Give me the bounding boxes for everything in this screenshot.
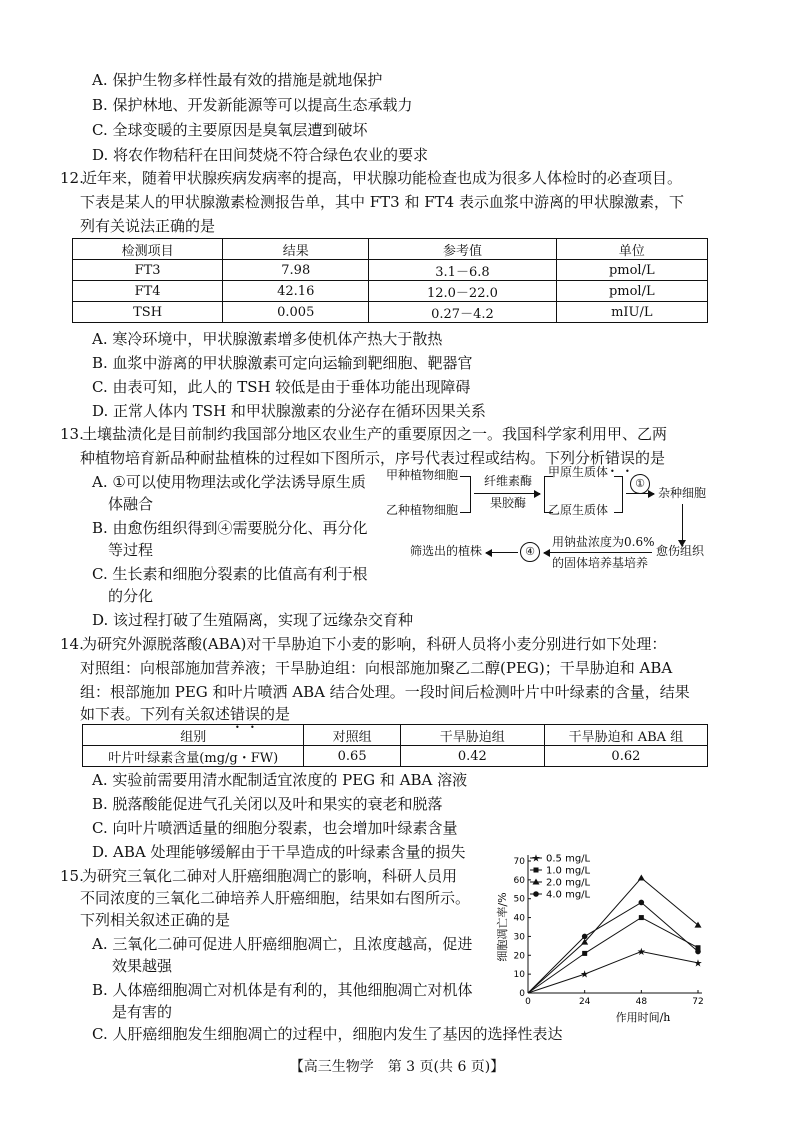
q13-option-a-2: 体融合: [108, 495, 154, 513]
data-point: [582, 934, 588, 940]
q11-option-d: D. 将农作物秸秆在田间焚烧不符合绿色农业的要求: [92, 146, 429, 164]
q15-stem-2: 不同浓度的三氧化二砷培养人肝癌细胞，结果如右图所示。: [80, 889, 471, 907]
q13-option-c-2: 的分化: [108, 587, 154, 605]
flow-bracket: [460, 476, 471, 513]
y-tick-label: 60: [513, 875, 525, 886]
table-cell: pmol/L: [556, 260, 707, 281]
table-header: 组别: [83, 725, 304, 746]
table-row: [73, 281, 708, 302]
q14-stem-1: 为研究外源脱落酸(ABA)对干旱胁迫下小麦的影响，科研人员将小麦分别进行如下处理：: [82, 635, 667, 653]
legend-label: 2.0 mg/L: [546, 877, 591, 889]
q12-stem-2: 下表是某人的甲状腺激素检测报告单，其中 FT3 和 FT4 表示血浆中游离的甲状腺激素，下: [80, 193, 684, 211]
data-point: ★: [693, 958, 703, 970]
emphasis-word: 错误: [230, 705, 261, 723]
table-cell: 7.98: [223, 260, 369, 281]
table-header: 检测项目: [73, 239, 223, 260]
flow-arrow: [544, 552, 652, 553]
y-tick-label: 0: [519, 989, 525, 999]
data-point: [639, 900, 645, 906]
legend-label: 1.0 mg/L: [546, 865, 591, 877]
q12-table: [72, 238, 708, 323]
q15-stem-1: 为研究三氧化二砷对人肝癌细胞凋亡的影响，科研人员用: [82, 867, 458, 885]
table-header: 干旱胁迫和 ABA 组: [544, 725, 707, 746]
q14-option-b: B. 脱落酸能促进气孔关闭以及叶和果实的衰老和脱落: [92, 795, 443, 813]
table-cell: 叶片叶绿素含量(mg/g・FW): [83, 746, 304, 767]
q12-option-d: D. 正常人体内 TSH 和甲状腺激素的分泌存在循环因果关系: [92, 402, 486, 420]
table-cell: 0.65: [304, 746, 400, 767]
q12-option-c: C. 由表可知，此人的 TSH 较低是由于垂体功能出现障碍: [92, 378, 471, 396]
flow-arrow: [474, 493, 540, 494]
q12-stem-1: 近年来，随着甲状腺疾病发病率的提高，甲状腺功能检查也成为很多人体检时的必查项目。: [82, 169, 683, 187]
y-axis-label: 细胞凋亡率/%: [496, 892, 509, 962]
q15-number: 15.: [60, 867, 84, 885]
apoptosis-line-chart: [494, 848, 714, 1028]
q14-stem-2: 对照组：向根部施加营养液；干旱胁迫组：向根部施加聚乙二醇(PEG)；干旱胁迫和 ABA: [80, 659, 673, 677]
x-tick-label: 0: [525, 997, 531, 1007]
q14-stem-3: 组：根部施加 PEG 和叶片喷洒 ABA 结合处理。一段时间后检测叶片中叶绿素的含量，结果: [80, 683, 690, 701]
x-tick-label: 48: [635, 997, 648, 1007]
flow-plant-b: 乙种植物细胞: [386, 503, 459, 517]
flow-arrow: [486, 552, 518, 553]
q11-option-b: B. 保护林地、开发新能源等可以提高生态承载力: [92, 96, 413, 114]
q14-option-d: D. ABA 处理能够缓解由于干旱造成的叶绿素含量的损失: [92, 843, 466, 861]
flow-step-4: ④: [520, 542, 540, 562]
y-tick-label: 10: [513, 970, 525, 981]
series-line: [528, 902, 698, 993]
q15-option-a-2: 效果越强: [112, 957, 173, 975]
x-tick-label: 72: [692, 997, 704, 1007]
table-cell: FT4: [73, 281, 223, 302]
series-line: [528, 952, 698, 993]
q14-option-a: A. 实验前需要用清水配制适宜浓度的 PEG 和 ABA 溶液: [92, 771, 468, 789]
q13-option-b-1: B. 由愈伤组织得到④需要脱分化、再分化: [92, 519, 368, 537]
x-axis-label: 作用时间/h: [615, 1011, 671, 1024]
x-tick-label: 24: [578, 997, 591, 1007]
flow-step-1: ①: [630, 474, 650, 494]
y-tick-label: 20: [513, 951, 525, 962]
table-cell: 0.42: [400, 746, 544, 767]
q15-option-b-2: 是有害的: [112, 1003, 173, 1021]
flow-proto-b: 乙原生质体: [548, 503, 609, 517]
flow-enzyme-2: 果胶酶: [490, 496, 527, 510]
q15-option-c: C. 人肝癌细胞发生细胞凋亡的过程中，细胞内发生了基因的选择性表达: [92, 1025, 563, 1043]
table-header: 结果: [223, 239, 369, 260]
q13-stem-1: 土壤盐渍化是目前制约我国部分地区农业生产的重要原因之一。我国科学家利用甲、乙两: [82, 425, 668, 443]
flow-callus: 愈伤组织: [656, 544, 705, 558]
q12-number: 12.: [60, 169, 84, 187]
q14-option-c: C. 向叶片喷洒适量的细胞分裂素，也会增加叶绿素含量: [92, 819, 458, 837]
flow-arrow: [626, 493, 654, 494]
q15-option-a-1: A. 三氧化二砷可促进人肝癌细胞凋亡，且浓度越高，促进: [92, 935, 473, 953]
q13-option-c-1: C. 生长素和细胞分裂素的比值高有利于根: [92, 565, 368, 583]
table-header: 干旱胁迫组: [400, 725, 544, 746]
q15-stem-3: 下列相关叙述正确的是: [80, 911, 231, 929]
y-tick-label: 40: [513, 913, 525, 924]
table-cell: TSH: [73, 302, 223, 323]
table-cell: 0.27－4.2: [369, 302, 556, 323]
y-tick-label: 30: [513, 932, 525, 943]
q13-option-b-2: 等过程: [108, 541, 154, 559]
q11-option-c: C. 全球变暖的主要原因是臭氧层遭到破坏: [92, 121, 368, 139]
flow-enzyme-1: 纤维素酶: [484, 474, 533, 488]
data-point: [695, 949, 701, 955]
table-row: [73, 260, 708, 281]
flow-bracket: [614, 476, 623, 513]
table-cell: 0.62: [544, 746, 707, 767]
q13-number: 13.: [60, 425, 84, 443]
emphasis-word: 错误: [605, 449, 636, 467]
flow-arrow-down: [682, 504, 683, 544]
legend-label: 4.0 mg/L: [546, 889, 591, 901]
data-point: [534, 868, 539, 873]
y-tick-label: 70: [513, 857, 525, 867]
table-header: 单位: [556, 239, 707, 260]
q13-stem-2: 种植物培育新品种耐盐植株的过程如下图所示，序号代表过程或结构。下列分析错误的是: [80, 449, 666, 467]
flow-medium-2: 的固体培养基培养: [552, 556, 649, 570]
flow-proto-a: 甲原生质体: [548, 465, 609, 479]
flow-hybrid-cell: 杂种细胞: [658, 486, 707, 500]
data-point: ★: [636, 947, 646, 959]
table-header: 参考值: [369, 239, 556, 260]
y-tick-label: 50: [513, 894, 525, 905]
q15-option-b-1: B. 人体癌细胞凋亡对机体是有利的，其他细胞凋亡对机体: [92, 981, 473, 999]
table-cell: mIU/L: [556, 302, 707, 323]
table-cell: 12.0－22.0: [369, 281, 556, 302]
q13-option-a-1: A. ①可以使用物理法或化学法诱导原生质: [92, 473, 366, 491]
data-point: ★: [531, 853, 541, 865]
page-footer: 【高三生物学 第 3 页(共 6 页)】: [289, 1059, 505, 1075]
data-point: [582, 951, 587, 956]
table-row: [83, 746, 708, 767]
data-point: ★: [580, 969, 590, 981]
q11-option-a: A. 保护生物多样性最有效的措施是就地保护: [92, 71, 383, 89]
q14-stem-4: 如下表。下列有关叙述错误的是: [80, 705, 291, 723]
q12-stem-3: 列有关说法正确的是: [80, 217, 216, 235]
table-cell: pmol/L: [556, 281, 707, 302]
table-cell: 42.16: [223, 281, 369, 302]
data-point: [638, 874, 645, 880]
q13-option-d: D. 该过程打破了生殖隔离，实现了远缘杂交育种: [92, 611, 414, 629]
q12-option-a: A. 寒冷环境中，甲状腺激素增多使机体产热大于散热: [92, 330, 443, 348]
table-header: 对照组: [304, 725, 400, 746]
table-row: [73, 302, 708, 323]
table-cell: FT3: [73, 260, 223, 281]
table-cell: 0.005: [223, 302, 369, 323]
flow-plant-a: 甲种植物细胞: [386, 468, 459, 482]
flow-final-plant: 筛选出的植株: [410, 544, 483, 558]
table-cell: 3.1－6.8: [369, 260, 556, 281]
q14-number: 14.: [60, 635, 84, 653]
data-point: [639, 915, 644, 920]
q14-table: [82, 724, 708, 767]
q12-option-b: B. 血浆中游离的甲状腺激素可定向运输到靶细胞、靶器官: [92, 354, 473, 372]
flow-medium-1: 用钠盐浓度为0.6%: [552, 535, 655, 549]
legend-label: 0.5 mg/L: [546, 853, 591, 865]
data-point: [533, 891, 539, 897]
